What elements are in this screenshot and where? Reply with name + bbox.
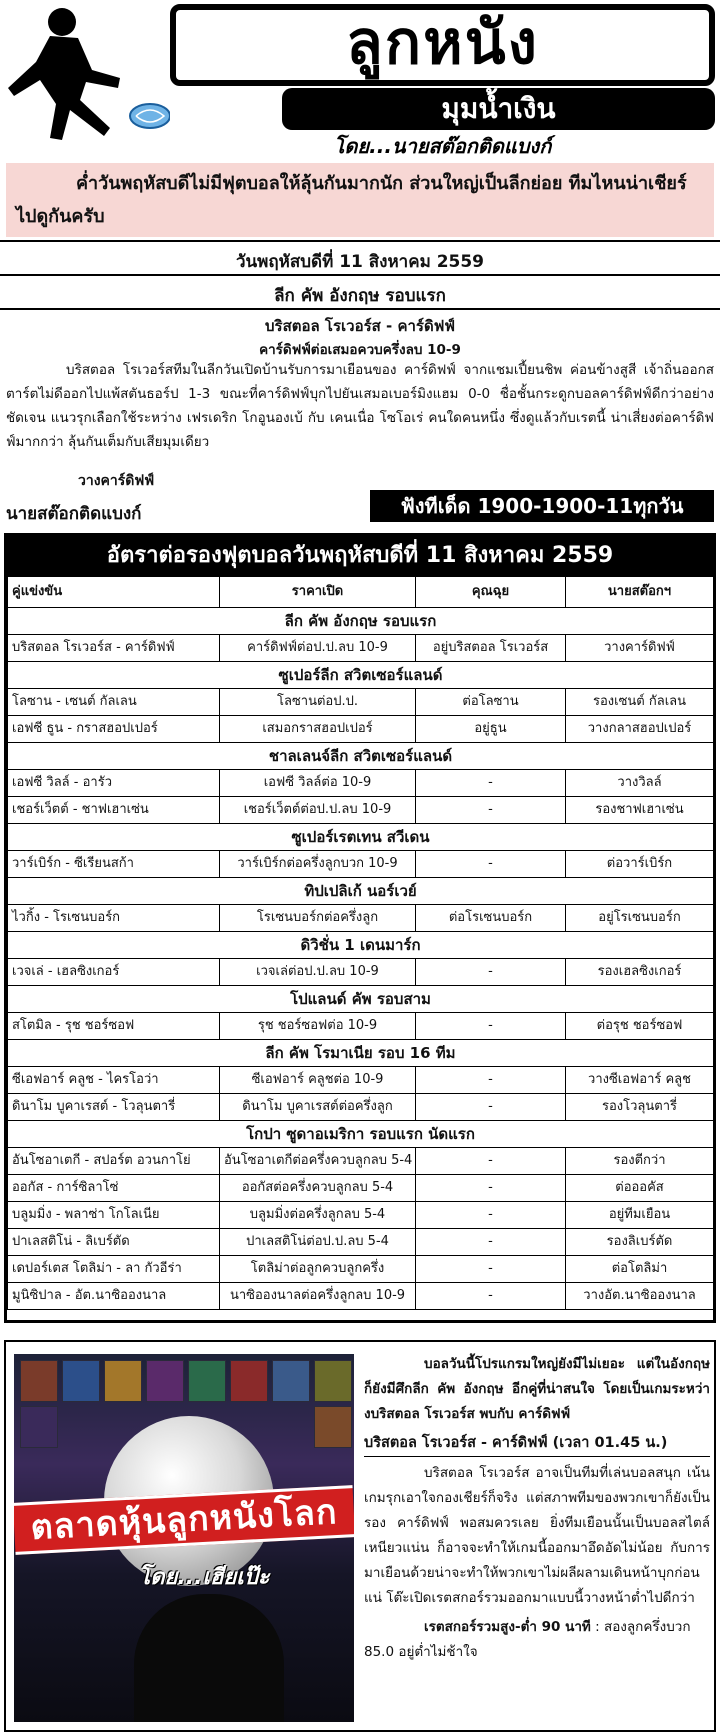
divider [0, 274, 720, 276]
league-name: โกปา ซูดาอเมริกา รอบแรก นัดแรก [8, 1121, 714, 1148]
fan-silhouette-icon [134, 1594, 284, 1722]
cell-opening-price: โลซานต่อป.ป. [220, 689, 416, 716]
cell-opening-price: นาซิอองนาลต่อครึ่งลูกลบ 10-9 [220, 1283, 416, 1310]
table-row [8, 797, 714, 824]
bottom-article [364, 1352, 710, 1665]
table-row [8, 905, 714, 932]
cell-match: ดินาโม บูคาเรสต์ - โวลุนตารี่ [8, 1094, 220, 1121]
masthead-subtitle: มุมน้ำเงิน [282, 88, 715, 130]
column-header-khun-chui: คุณฉุย [416, 577, 566, 608]
league-name: ชาลเลนจ์ลีก สวิตเซอร์แลนด์ [8, 743, 714, 770]
cell-opening-price: ออกัสต่อครึ่งควบลูกลบ 5-4 [220, 1175, 416, 1202]
odds-table [7, 576, 714, 1310]
cell-opening-price: วาร์เบิร์กต่อครึ่งลูกบวก 10-9 [220, 851, 416, 878]
cell-opening-price: ซีเอฟอาร์ คลูชต่อ 10-9 [220, 1067, 416, 1094]
league-name: ลีก คัพ โรมาเนีย รอบ 16 ทีม [8, 1040, 714, 1067]
total-goals-label: เรตสกอร์รวมสูง-ต่ำ 90 นาที [424, 1619, 591, 1635]
cell-match: โลซาน - เซนต์ กัลเลน [8, 689, 220, 716]
odds-heading: คาร์ดิฟฟ์ต่อเสมอควบครึ่งลบ 10-9 [259, 342, 461, 358]
cell-khun-chui: - [416, 1256, 566, 1283]
cell-opening-price: คาร์ดิฟฟ์ต่อป.ป.ลบ 10-9 [220, 635, 416, 662]
divider [0, 308, 720, 310]
cell-match: เวจเล่ - เฮลซิงเกอร์ [8, 959, 220, 986]
promo-tile [272, 1360, 310, 1402]
league-row [8, 824, 714, 851]
cell-nai-stock: รองโวลุนตารี่ [566, 1094, 714, 1121]
cell-nai-stock: อยู่ทีมเยือน [566, 1202, 714, 1229]
promo-tile [20, 1406, 58, 1448]
cell-match: วาร์เบิร์ก - ซีเรียนสก้า [8, 851, 220, 878]
hotline-banner: ฟังทีเด็ด 1900-1900-11ทุกวัน [370, 490, 714, 522]
odds-table-header-row [8, 577, 714, 608]
intro-paragraph: ค่ำวันพฤหัสบดีไม่มีฟุตบอลให้ลุ้นกันมากนัก ส่วนใหญ่เป็นลีกย่อย ทีมไหนน่าเชียร์ไปดูกันครับ [6, 163, 714, 237]
cell-nai-stock: ต่อรุช ชอร์ซอฟ [566, 1013, 714, 1040]
cell-khun-chui: - [416, 851, 566, 878]
footballer-silhouette-icon [0, 0, 170, 160]
table-row [8, 1094, 714, 1121]
cell-match: บริสตอล โรเวอร์ส - คาร์ดิฟฟ์ [8, 635, 220, 662]
promo-tile [188, 1360, 226, 1402]
cell-opening-price: เวจเล่ต่อป.ป.ลบ 10-9 [220, 959, 416, 986]
promo-title: ตลาดหุ้นลูกหนังโลก [14, 1485, 354, 1555]
table-row [8, 770, 714, 797]
cell-khun-chui: - [416, 1013, 566, 1040]
masthead-byline: โดย...นายสต๊อกติดแบงก์ [333, 134, 552, 158]
table-row [8, 1148, 714, 1175]
cell-opening-price: บลูมมิ่งต่อครึ่งลูกลบ 5-4 [220, 1202, 416, 1229]
league-name: โปแลนด์ คัพ รอบสาม [8, 986, 714, 1013]
cell-khun-chui: - [416, 1202, 566, 1229]
cell-match: บลูมมิ่ง - พลาซ่า โกโลเนีย [8, 1202, 220, 1229]
odds-table-box [4, 533, 716, 1323]
table-row [8, 1202, 714, 1229]
league-row [8, 1121, 714, 1148]
cell-opening-price: รุช ชอร์ซอฟต่อ 10-9 [220, 1013, 416, 1040]
cell-nai-stock: รองตีกว่า [566, 1148, 714, 1175]
cell-match: เอฟซี ธูน - กราสฮอปเปอร์ [8, 716, 220, 743]
cell-match: ไวกิ้ง - โรเซนบอร์ก [8, 905, 220, 932]
column-header-match: คู่แข่งขัน [8, 577, 220, 608]
league-heading: ลีก คัพ อังกฤษ รอบแรก [274, 286, 446, 306]
bottom-match-heading: บริสตอล โรเวอร์ส - คาร์ดิฟฟ์ (เวลา 01.45 น.) [364, 1431, 710, 1457]
cell-opening-price: เสมอกราสฮอปเปอร์ [220, 716, 416, 743]
league-row [8, 986, 714, 1013]
league-name: ดิวิชั่น 1 เดนมาร์ก [8, 932, 714, 959]
cell-khun-chui: - [416, 959, 566, 986]
table-row [8, 635, 714, 662]
cell-nai-stock: ต่อออคัส [566, 1175, 714, 1202]
pick-label: วางคาร์ดิฟฟ์ [78, 473, 155, 489]
cell-match: ซีเอฟอาร์ คลูช - ไครโอว่า [8, 1067, 220, 1094]
promo-byline: โดย...เฮียเป๊ะ [138, 1565, 270, 1590]
bottom-body: บริสตอล โรเวอร์ส อาจเป็นทีมที่เล่นบอลสนุก เน้นเกมรุกเอาใจกองเชียร์ก็จริง แต่สภาพทีมของพวกเขาก็ยังเป็นรอง คาร์ดิฟฟ์ พอสมควรเลย ยิ่งทีมเยือนนั้นเป็นบอลสไตล์เหนียวแน่น ก็อาจจะทำให้เกมนี้ออกมาอึดอัดไม่น้อย กับการมาเยือนด้วยน่าจะทำให้พวกเขาไม่ผลีผลามเดินหน้าบุกก่อนแน่ โต๊ะเปิดเรตสกอร์รวมออกมาแบบนี้วางหน้าต่ำไปดีกว่า [364, 1465, 710, 1606]
promo-tile [20, 1360, 58, 1402]
league-row [8, 932, 714, 959]
cell-nai-stock: รองเฮลซิงเกอร์ [566, 959, 714, 986]
bottom-intro: บอลวันนี้โปรแกรมใหญ่ยังมีไม่เยอะ แต่ในอังกฤษก็ยังมีศึกลีก คัพ อังกฤษ อีกคู่ที่น่าสนใจ โดยเป็นเกมระหว่างบริสตอล โรเวอร์ส พบกับ คาร์ดิฟฟ์ [364, 1356, 710, 1422]
total-goals-line [364, 1615, 710, 1665]
masthead-title: ลูกหนัง [170, 4, 715, 86]
bottom-section [4, 1340, 716, 1732]
cell-match: เอฟซี วิลล์ - อารัว [8, 770, 220, 797]
table-row [8, 851, 714, 878]
league-row [8, 1040, 714, 1067]
cell-nai-stock: รองลิเบร์ตัด [566, 1229, 714, 1256]
cell-opening-price: เอฟซี วิลล์ต่อ 10-9 [220, 770, 416, 797]
column-header-nai-stock: นายสต๊อกฯ [566, 577, 714, 608]
table-row [8, 716, 714, 743]
cell-opening-price: โรเซนบอร์กต่อครึ่งลูก [220, 905, 416, 932]
table-row [8, 1067, 714, 1094]
promo-image [14, 1354, 354, 1722]
league-name: ทิปเปลิเก้ นอร์เวย์ [8, 878, 714, 905]
cell-khun-chui: อยู่บริสตอล โรเวอร์ส [416, 635, 566, 662]
league-name: ซูเปอร์ลีก สวิตเซอร์แลนด์ [8, 662, 714, 689]
cell-khun-chui: อยู่ธูน [416, 716, 566, 743]
promo-tile [104, 1360, 142, 1402]
cell-khun-chui: - [416, 1067, 566, 1094]
cell-khun-chui: - [416, 1283, 566, 1310]
cell-nai-stock: วางวิลล์ [566, 770, 714, 797]
table-row [8, 959, 714, 986]
table-row [8, 1175, 714, 1202]
cell-match: เชอร์เว็ตต์ - ชาฟเฮาเซ่น [8, 797, 220, 824]
odds-table-title: อัตราต่อรองฟุตบอลวันพฤหัสบดีที่ 11 สิงหาคม 2559 [7, 536, 713, 576]
cell-opening-price: ปาเลสติโน่ต่อป.ป.ลบ 5-4 [220, 1229, 416, 1256]
table-row [8, 1013, 714, 1040]
column-header-opening-price: ราคาเปิด [220, 577, 416, 608]
writer-name: นายสต๊อกติดแบงก์ [6, 504, 142, 524]
cell-nai-stock: วางคาร์ดิฟฟ์ [566, 635, 714, 662]
cell-match: สโตมิล - รุช ชอร์ซอฟ [8, 1013, 220, 1040]
promo-tile [314, 1406, 352, 1448]
article-body: บริสตอล โรเวอร์สทีมในลีกวันเปิดบ้านรับการมาเยือนของ คาร์ดิฟฟ์ จากแชมเปี้ยนชิพ ค่อนข้างสูสี เจ้าถิ่นออกสตาร์ตไม่ดีออกไปแพ้สตันธอร์ป 1-3 ขณะที่คาร์ดิฟฟ์บุกไปยันเสมอเบอร์มิงแฮม 0-0 ชื่อชั้นกระดูกบอลคาร์ดิฟฟ์ดีกว่าอย่างชัดเจน แนวรุกเลือกใช้ระหว่าง เฟรเดริก โกอูนองเบ้ กับ เคนเนื่อ โซโอเร่ คนใดคนหนึ่ง ซึ่งดูแล้วกับเรตนี้ น่าเสี่ยงต่อคาร์ดิฟฟ์มากกว่า ลุ้นกันเต็มกับเสียมุมเดียว [6, 362, 714, 450]
league-row [8, 662, 714, 689]
cell-opening-price: ดินาโม บูคาเรสต์ต่อครึ่งลูก [220, 1094, 416, 1121]
cell-match: เดปอร์เตส โตลิม่า - ลา กัวอีร่า [8, 1256, 220, 1283]
table-row [8, 1283, 714, 1310]
cell-khun-chui: - [416, 797, 566, 824]
cell-opening-price: เชอร์เว็ตต์ต่อป.ป.ลบ 10-9 [220, 797, 416, 824]
cell-nai-stock: ต่อโตลิม่า [566, 1256, 714, 1283]
cell-khun-chui: - [416, 1175, 566, 1202]
masthead [0, 0, 720, 160]
cell-khun-chui: - [416, 1094, 566, 1121]
cell-nai-stock: วางกลาสฮอปเปอร์ [566, 716, 714, 743]
promo-tile [146, 1360, 184, 1402]
promo-tile [314, 1360, 352, 1402]
cell-nai-stock: รองชาฟเฮาเซ่น [566, 797, 714, 824]
table-row [8, 689, 714, 716]
match-heading: บริสตอล โรเวอร์ส - คาร์ดิฟฟ์ [265, 317, 455, 335]
cell-opening-price: โตลิม่าต่อลูกควบลูกครึ่ง [220, 1256, 416, 1283]
date-heading: วันพฤหัสบดีที่ 11 สิงหาคม 2559 [235, 252, 485, 272]
cell-match: ออกัส - การ์ซิลาโซ่ [8, 1175, 220, 1202]
cell-match: มูนิซิปาล - อัต.นาซิอองนาล [8, 1283, 220, 1310]
promo-tile [230, 1360, 268, 1402]
cell-khun-chui: - [416, 1148, 566, 1175]
cell-khun-chui: ต่อโลซาน [416, 689, 566, 716]
cell-match: ปาเลสติโน่ - ลิเบร์ตัด [8, 1229, 220, 1256]
divider [0, 240, 720, 242]
total-goals-text: : สองลูกครึ่งบวก 85.0 อยู่ต่ำไม่ช้าใจ [364, 1619, 691, 1660]
table-row [8, 1256, 714, 1283]
league-name: ลีก คัพ อังกฤษ รอบแรก [8, 608, 714, 635]
league-name: ซูเปอร์เรตเทน สวีเดน [8, 824, 714, 851]
cell-nai-stock: รองเซนต์ กัลเลน [566, 689, 714, 716]
cell-khun-chui: - [416, 770, 566, 797]
cell-nai-stock: วางซีเอฟอาร์ คลูช [566, 1067, 714, 1094]
cell-khun-chui: ต่อโรเซนบอร์ก [416, 905, 566, 932]
odds-table-body [8, 608, 714, 1310]
league-row [8, 878, 714, 905]
cell-nai-stock: วางอัต.นาซิอองนาล [566, 1283, 714, 1310]
league-row [8, 743, 714, 770]
promo-tile [62, 1360, 100, 1402]
cell-match: อันโซอาเตกี - สปอร์ต อวนกาโย่ [8, 1148, 220, 1175]
league-row [8, 608, 714, 635]
cell-nai-stock: อยู่โรเซนบอร์ก [566, 905, 714, 932]
table-row [8, 1229, 714, 1256]
cell-khun-chui: - [416, 1229, 566, 1256]
cell-nai-stock: ต่อวาร์เบิร์ก [566, 851, 714, 878]
cell-opening-price: อันโซอาเตกีต่อครึ่งควบลูกลบ 5-4 [220, 1148, 416, 1175]
